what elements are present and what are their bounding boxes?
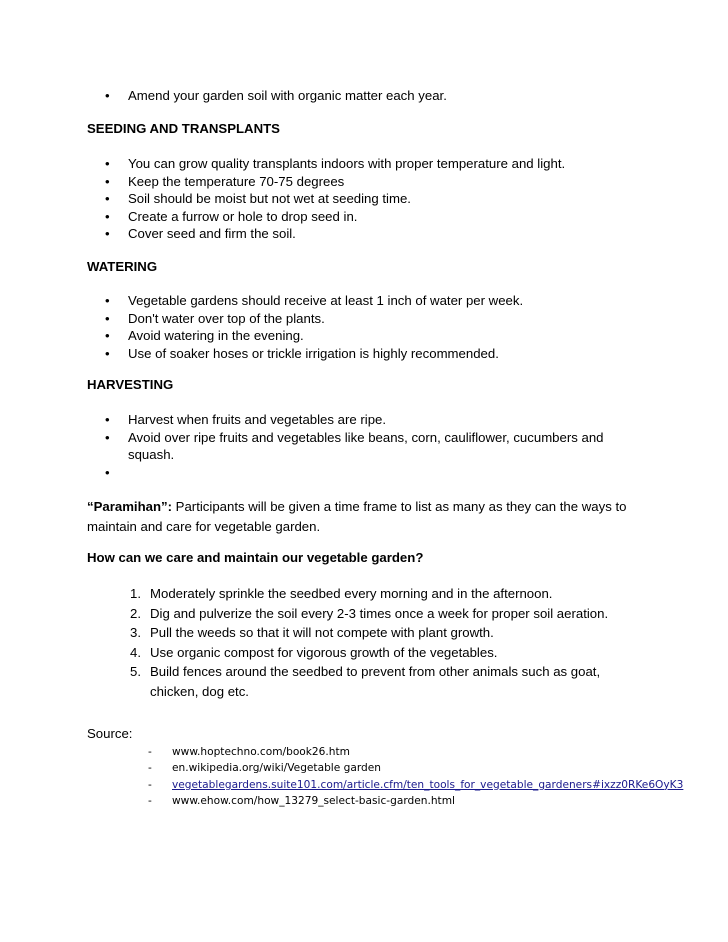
dash-marker: -: [148, 746, 152, 758]
dash-marker: -: [148, 795, 152, 808]
dash-marker: -: [148, 762, 152, 775]
dash-marker: -: [148, 778, 152, 791]
bullet-icon: •: [105, 412, 110, 427]
step-text: Pull the weeds so that it will not compete with plant growth.: [150, 625, 494, 640]
question-heading: How can we care and maintain our vegetable garden?: [87, 550, 424, 565]
watering-list: [0, 292, 618, 362]
bullet-icon: •: [105, 88, 110, 103]
list-item-text: Amend your garden soil with organic matter each year.: [128, 88, 447, 103]
list-item: [0, 292, 618, 310]
list-item-text: Avoid watering in the evening.: [128, 328, 304, 343]
list-item: [0, 190, 618, 208]
intro-list: [0, 87, 618, 105]
list-item: [0, 604, 620, 624]
list-item-text: Keep the temperature 70-75 degrees: [128, 173, 345, 189]
source-item: [0, 793, 683, 809]
bullet-icon: •: [105, 191, 110, 206]
source-text: www.hoptechno.com/book26.htm: [172, 746, 350, 758]
list-item: [0, 584, 620, 604]
step-text: Build fences around the seedbed to prevent from other animals such as goat, chicken, dog etc.: [150, 664, 601, 699]
list-item: [0, 310, 618, 328]
source-item: [0, 744, 683, 760]
section-heading-watering: WATERING: [87, 259, 158, 274]
section-heading-seeding: SEEDING AND TRANSPLANTS: [87, 121, 280, 136]
list-item-text: Vegetable gardens should receive at least 1 inch of water per week.: [128, 293, 524, 308]
list-item: [0, 345, 618, 363]
paramihan-label: “Paramihan”:: [87, 499, 173, 514]
list-item: [0, 411, 618, 429]
list-item: [0, 225, 618, 243]
list-item-text: Harvest when fruits and vegetables are ripe.: [128, 412, 387, 427]
source-label: Source:: [87, 726, 133, 741]
source-item: [0, 777, 683, 793]
bullet-icon: •: [105, 156, 110, 171]
list-item: [0, 643, 620, 663]
bullet-icon: •: [105, 328, 110, 343]
list-item: [0, 429, 618, 464]
list-item: [0, 155, 618, 173]
step-text: Use organic compost for vigorous growth of the vegetables.: [150, 644, 498, 660]
source-text: www.ehow.com/how_13279_select-basic-garden.html: [172, 795, 455, 808]
bullet-icon: •: [105, 173, 110, 189]
list-item: [0, 623, 620, 643]
step-text: Moderately sprinkle the seedbed every morning and in the afternoon.: [150, 586, 553, 601]
list-item-text: Don't water over top of the plants.: [128, 310, 325, 326]
source-text: en.wikipedia.org/wiki/Vegetable garden: [172, 762, 381, 775]
bullet-icon: •: [105, 345, 110, 361]
source-item: [0, 760, 683, 776]
step-number: 3.: [130, 625, 141, 640]
list-item-text: Create a furrow or hole to drop seed in.: [128, 208, 358, 224]
step-number: 2.: [130, 605, 141, 621]
list-item: [0, 327, 618, 345]
list-item-text: Use of soaker hoses or trickle irrigation is highly recommended.: [128, 345, 499, 361]
source-link[interactable]: vegetablegardens.suite101.com/article.cfm/ten_tools_for_vegetable_gardeners#ixzz0RKe6OyK3: [172, 778, 684, 791]
step-number: 5.: [130, 664, 141, 679]
list-item-text: Soil should be moist but not wet at seeding time.: [128, 191, 411, 206]
list-item-text: Avoid over ripe fruits and vegetables like beans, corn, cauliflower, cucumbers and squash.: [128, 429, 604, 462]
source-list: [0, 744, 683, 810]
list-item-text: Cover seed and firm the soil.: [128, 226, 296, 241]
list-item: [0, 662, 620, 701]
list-item: [0, 173, 618, 191]
care-steps-list: [0, 584, 620, 701]
step-number: 4.: [130, 644, 141, 660]
section-heading-harvesting: HARVESTING: [87, 377, 174, 392]
bullet-icon: •: [105, 429, 110, 445]
list-item: [0, 464, 618, 482]
bullet-icon: •: [105, 208, 110, 224]
step-text: Dig and pulverize the soil every 2-3 times once a week for proper soil aeration.: [150, 605, 609, 621]
paramihan-text: Participants will be given a time frame to list as many as they can the ways to maintain and care for vegetable garden.: [87, 499, 627, 534]
bullet-icon: •: [105, 226, 110, 241]
list-item-text: You can grow quality transplants indoors with proper temperature and light.: [128, 156, 566, 171]
paramihan-paragraph: [87, 497, 632, 536]
harvesting-list: [0, 411, 618, 481]
list-item: [0, 87, 618, 105]
bullet-icon: •: [105, 310, 110, 326]
bullet-icon: •: [105, 464, 110, 480]
list-item: [0, 208, 618, 226]
step-number: 1.: [130, 586, 141, 601]
seeding-list: [0, 155, 618, 243]
bullet-icon: •: [105, 293, 110, 308]
